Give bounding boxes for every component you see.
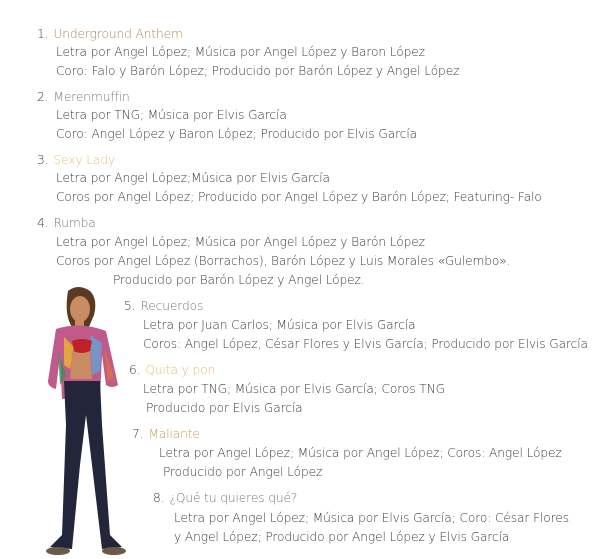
track-3-title-line bbox=[37, 153, 115, 167]
track-8-number: 8. bbox=[153, 491, 165, 505]
track-8-credit-line-1: Letra por Angel López; Música por Elvis García; Coro: César Flores bbox=[174, 511, 569, 525]
track-4-credit-line-3: Producido por Barón López y Angel López. bbox=[113, 273, 365, 287]
track-7-credit-line-2: Producido por Angel López bbox=[163, 465, 323, 479]
track-1-title: Underground Anthem bbox=[53, 27, 183, 41]
track-3-number: 3. bbox=[37, 153, 49, 167]
track-1-number: 1. bbox=[37, 27, 49, 41]
track-4-number: 4. bbox=[37, 216, 49, 230]
figure-illustration bbox=[30, 285, 150, 559]
track-2-number: 2. bbox=[37, 90, 49, 104]
track-5-credit-line-2: Coros: Angel López, César Flores y Elvis García; Producido por Elvis García bbox=[143, 337, 588, 351]
track-5-credit-line-1: Letra por Juan Carlos; Música por Elvis García bbox=[143, 318, 416, 332]
track-8-title-line bbox=[153, 491, 297, 505]
track-1-credit-line-1: Letra por Angel López; Música por Angel López y Baron López bbox=[56, 45, 425, 59]
track-8-title: ¿Qué tu quieres qué? bbox=[169, 491, 298, 505]
track-4-credit-line-1: Letra por Angel López; Música por Angel López y Barón López bbox=[56, 235, 425, 249]
track-4-credit-line-2: Coros por Angel López (Borrachos), Barón López y Luis Morales «Gulembo». bbox=[56, 254, 511, 268]
track-1-credit-line-2: Coro: Falo y Barón López; Producido por Barón López y Angel López bbox=[56, 64, 460, 78]
track-3-title: Sexy Lady bbox=[53, 153, 116, 167]
track-5-title: Recuerdos bbox=[140, 299, 204, 313]
track-7-title: Maliante bbox=[148, 427, 200, 441]
track-3-credit-line-2: Coros por Angel López; Producido por Angel López y Barón López; Featuring- Falo bbox=[56, 190, 542, 204]
track-2-credit-line-1: Letra por TNG; Música por Elvis García bbox=[56, 108, 287, 122]
track-1-title-line bbox=[37, 27, 183, 41]
track-4-title-line bbox=[37, 216, 96, 230]
track-6-number: 6. bbox=[129, 363, 141, 377]
track-2-credit-line-2: Coro: Angel López y Baron López; Producido por Elvis García bbox=[56, 127, 418, 141]
track-2-title-line bbox=[37, 90, 130, 104]
track-8-credit-line-2: y Angel López; Producido por Angel López y Elvis García bbox=[174, 530, 510, 544]
track-6-title: Quita y pon bbox=[145, 363, 216, 377]
track-2-title: Merenmuffin bbox=[53, 90, 130, 104]
track-3-credit-line-1: Letra por Angel López;Música por Elvis García bbox=[56, 171, 330, 185]
track-6-credit-line-1: Letra por TNG; Música por Elvis García; Coros TNG bbox=[143, 382, 445, 396]
track-5-number: 5. bbox=[124, 299, 136, 313]
track-6-credit-line-2: Producido por Elvis García bbox=[146, 401, 303, 415]
track-4-title: Rumba bbox=[53, 216, 96, 230]
track-7-number: 7. bbox=[132, 427, 144, 441]
track-7-credit-line-1: Letra por Angel López; Música por Angel López; Coros: Angel López bbox=[159, 446, 562, 460]
